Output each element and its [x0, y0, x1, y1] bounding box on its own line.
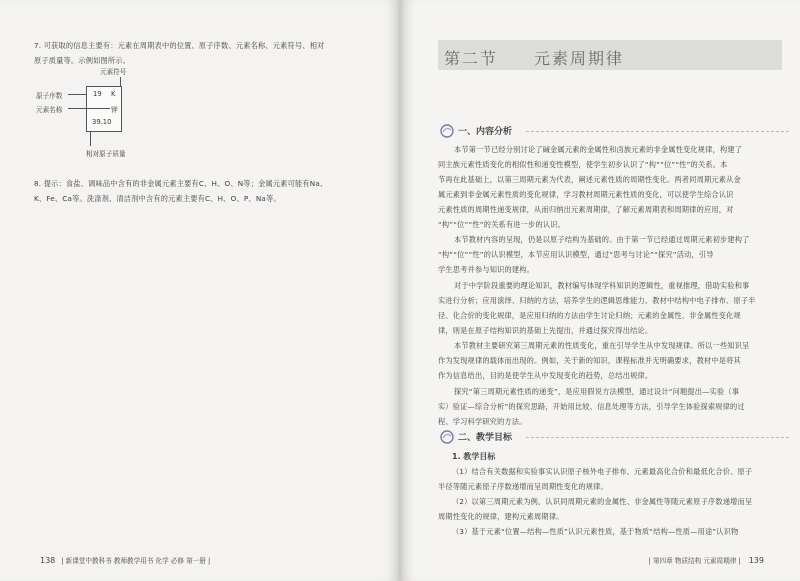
text-line: 对于中学阶段重要的理论知识，教材编写体现学科知识的逻辑性，重视推理，借助实验和事 — [454, 281, 750, 290]
paragraph — [438, 232, 750, 277]
text-line: 元素性质的周期性递变规律，从而归纳出元素周期律，了解元素周期表和周期律的应用，对 — [438, 205, 734, 214]
text-line: 半径等随元素原子序数递增而呈周期性变化的规律。 — [438, 482, 608, 491]
right-page — [402, 0, 800, 581]
name-value: 钾 — [111, 106, 118, 114]
text-line: 本节教材内容的呈现，仍是以原子结构为基础的。由于第一节已经通过周期元素初步建构了 — [454, 235, 750, 244]
text-line: 程、学习科学研究的方法。 — [438, 417, 527, 426]
heading-text: 一、内容分析 — [458, 127, 513, 137]
swirl-icon — [440, 430, 454, 444]
dotted-rule — [526, 437, 790, 438]
dotted-rule — [526, 131, 790, 132]
text-line: 同主族元素性质变化的相似性和递变性模型，使学生初步认识了“构”“位”“性”的关系。本 — [438, 160, 728, 169]
element-name-label: 元素名称 — [36, 106, 63, 114]
section-title-banner — [438, 40, 782, 70]
content-analysis-heading — [438, 124, 790, 138]
paragraph — [438, 384, 745, 429]
section-title: 元素周期律 — [534, 49, 625, 68]
text-line: 属元素到非金属元素性质的变化规律，学习教材周期元素性质的变化，可以使学生综合认识 — [438, 190, 734, 199]
page-number: 138 — [40, 556, 56, 565]
text-line: 律，则是在原子结构知识的基础上先提出，并通过探究得出结论。 — [438, 326, 653, 335]
item-7-text — [34, 38, 324, 68]
atomic-number-label: 原子序数 — [36, 92, 63, 100]
paragraph — [438, 142, 743, 232]
text-line: 作为发现规律的载体而出现的。例如，关于新的知识，课程标准并无明确要求，教材中是将其 — [438, 356, 741, 365]
left-page — [0, 0, 398, 581]
text-line: 原子质量等。示例如图所示。 — [34, 56, 131, 65]
teaching-goals-heading — [438, 430, 790, 444]
item-8-text — [34, 176, 327, 206]
heading-text: 二、教学目标 — [458, 433, 513, 443]
paragraph — [438, 338, 750, 383]
footer-text: 第四章 物质结构 元素周期律 — [652, 557, 737, 565]
text-line: （3）基于元素“位置—结构—性质”认识元素性质，基于物质“结构—性质—用途”认识物 — [452, 527, 739, 536]
text-line: 径、化合价的变化规律，是应用归纳的方法由学生讨论归纳；元素的金属性、非金属性变化规 — [438, 311, 741, 320]
left-footer: 138 | 新课堂中教科书 教师教学用书 化学 必修 第一册 | — [40, 556, 211, 565]
swirl-icon — [440, 124, 454, 138]
mass-value: 39.10 — [92, 118, 112, 126]
text-line: 作为信息给出，目的是使学生从中发现变化的趋势，总结出规律。 — [438, 371, 653, 380]
element-box-diagram — [34, 66, 194, 166]
leader-line — [90, 132, 91, 146]
text-line: 本节第一节已经分别讨论了碱金属元素的金属性和卤族元素的非金属性变化规律，构建了 — [454, 145, 743, 154]
text-line: 学生思考并参与知识的建构。 — [438, 265, 535, 274]
goals-list — [438, 464, 753, 539]
symbol-label: 元素符号 — [100, 68, 127, 76]
text-line: 周期性变化的规律，建构元素周期律。 — [438, 512, 564, 521]
atomic-number-value: 19 — [93, 90, 102, 98]
text-line: 7. 可获取的信息主要有：元素在周期表中的位置、原子序数、元素名称、元素符号、相对 — [34, 41, 325, 50]
section-number: 第二节 — [444, 49, 499, 68]
footer-text: 新课堂中教科书 教师教学用书 化学 必修 第一册 — [65, 557, 206, 565]
text-line: 8. 提示：食盐、调味品中含有的非金属元素主要有C、H、O、N等；金属元素可能有Na、 — [34, 179, 328, 188]
text-line: 本节教材主要研究第三周期元素的性质变化，重在引导学生从中发现规律。所以一些知识呈 — [454, 341, 750, 350]
text-line: “构”“位”“性”的关系有进一步的认识。 — [438, 220, 565, 229]
symbol-value: K — [111, 90, 116, 98]
text-line: 探究“第三周期元素性质的递变”，是应用假说方法模型，通过设计“问题提出—实验（事 — [454, 387, 740, 396]
atomic-mass-label: 相对原子质量 — [86, 150, 126, 158]
text-line: （2）以第三周期元素为例，认识同周期元素的金属性、非金属性等随元素原子序数递增而呈 — [452, 497, 753, 506]
text-line: （1）结合有关数据和实验事实认识原子核外电子排布、元素最高化合价和最低化合价、原子 — [452, 467, 753, 476]
right-footer: | 第四章 物质结构 元素周期律 | 139 — [648, 556, 764, 565]
text-line: K、Fe、Ca等。洗涤剂、清洁剂中含有的元素主要有C、H、O、P、Na等。 — [34, 194, 281, 203]
text-line: “构”“位”“性”的认识模型，本节应用认识模型，通过“思考与讨论”“探究”活动，引导 — [438, 250, 714, 259]
text-line: 实）验证—综合分析”的探究思路，开始用比较、信息处理等方法，引导学生体验探索规律的过 — [438, 402, 745, 411]
leader-line — [68, 94, 86, 95]
leader-line — [68, 108, 110, 109]
paragraph — [438, 278, 756, 338]
text-line: 实进行分析；应用演绎、归纳的方法，培养学生的逻辑思维能力。教材中结构中电子排布、原子半 — [438, 296, 756, 305]
text-line: 节再在此基础上，以第三周期元素为代表，阐述元素性质的周期性变化。两者同周期元素从金 — [438, 175, 741, 184]
element-box — [86, 86, 122, 132]
page-number: 139 — [748, 556, 764, 565]
teaching-goals-subheading: 1. 教学目标 — [452, 452, 496, 461]
